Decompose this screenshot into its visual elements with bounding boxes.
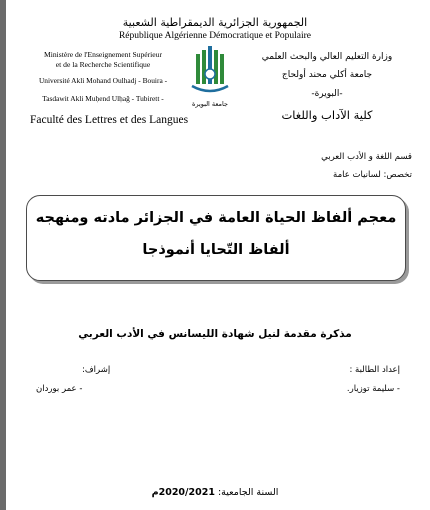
logo-caption: جامعة البويرة: [191, 100, 229, 108]
student-name: - سليمة توزيار.: [346, 384, 400, 394]
supervisor-name: - عمر بوردان: [36, 384, 83, 394]
university-tamazight: Tasdawit Akli Muḥend Ulḥağ - Tubirett -: [42, 94, 164, 103]
academic-year-label: السنة الجامعية:: [217, 487, 279, 498]
faculty-arabic: كلية الآداب واللغات: [281, 108, 373, 122]
specialty-label: تخصص: لسانيات عامة: [333, 170, 412, 180]
ministry-french-line1: Ministère de l'Enseignement Supérieur: [44, 50, 162, 59]
memo-subtitle: مذكرة مقدمة لنيل شهادة الليسانس في الأدب العربي: [78, 328, 352, 340]
republic-french: République Algérienne Démocratique et Populaire: [118, 31, 312, 41]
city-arabic: -البويرة-: [311, 89, 343, 99]
ministry-french-line2: et de la Recherche Scientifique: [55, 60, 151, 69]
thesis-title-box: [26, 195, 406, 281]
faculty-french: Faculté des Lettres et des Langues: [30, 114, 189, 126]
republic-arabic: الجمهورية الجزائرية الديمقراطية الشعبية: [122, 16, 308, 29]
university-logo-icon: [186, 44, 234, 108]
academic-year-value: 2020/2021م: [151, 487, 215, 498]
university-french: Université Akli Mohand Oulhadj - Bouira -: [38, 76, 168, 85]
department-label: قسم اللغة و الأدب العربي: [321, 152, 412, 162]
thesis-title-line1: معجم ألفاظ الحياة العامة في الجزائر مادته ومنهجه: [35, 210, 397, 226]
ministry-arabic: وزارة التعليم العالي والبحث العلمي: [261, 52, 393, 62]
university-arabic: جامعة أكلي محند أولحاج: [281, 70, 373, 80]
supervisor-label: إشراف:: [82, 365, 111, 375]
academic-year: [0, 487, 430, 498]
page-edge: [0, 0, 6, 510]
student-label: إعداد الطالبة :: [349, 365, 400, 375]
thesis-title-line2: ألفاظ التّحايا أنموذجا: [142, 242, 290, 258]
